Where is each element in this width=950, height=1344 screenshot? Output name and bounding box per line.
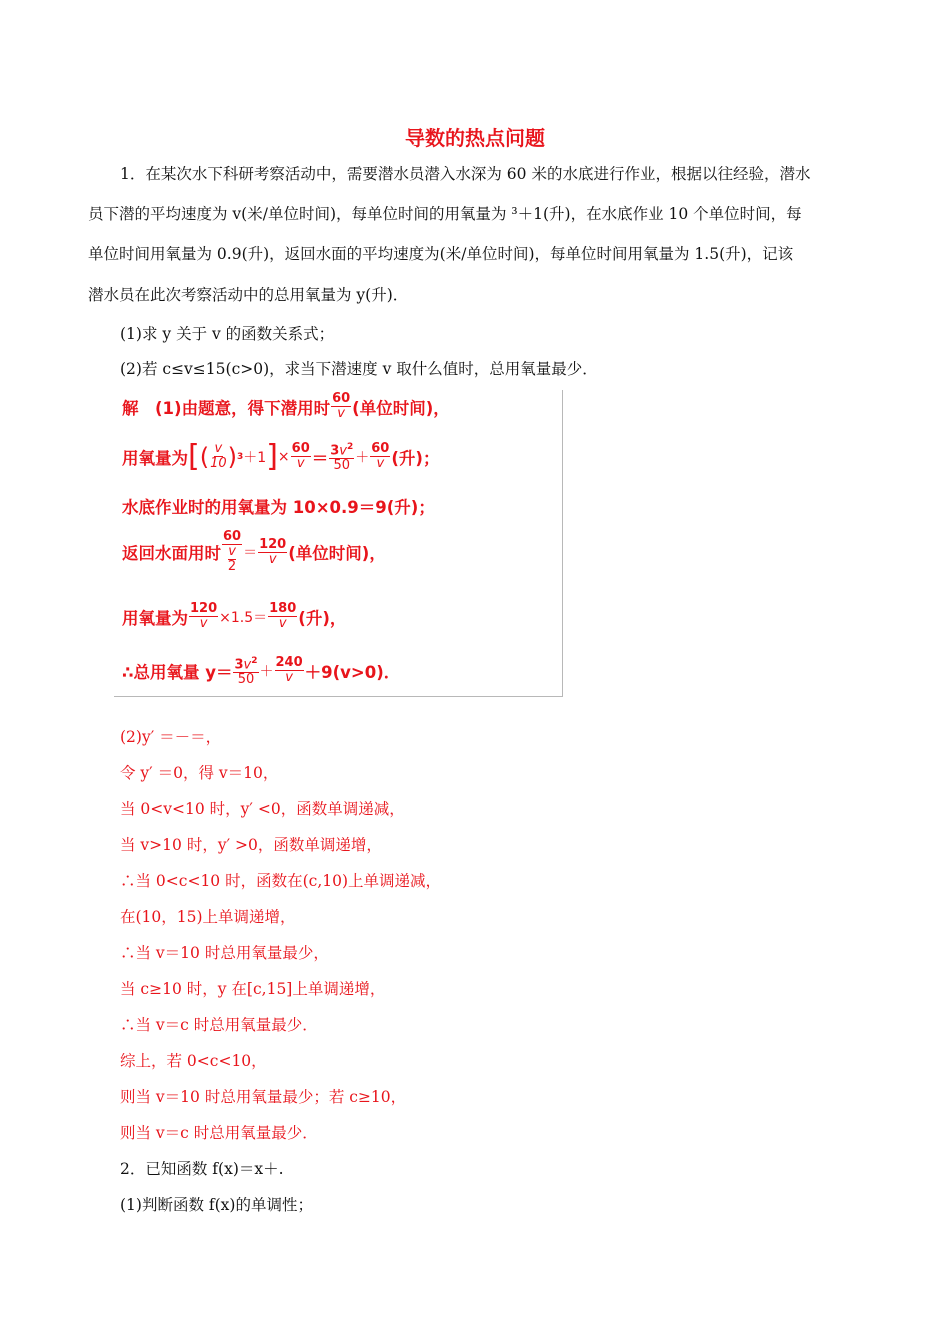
problem1-line-1: 1．在某次水下科研考察活动中，需要潜水员潜入水深为 60 米的水底进行作业，根据以往经验，潜水: [120, 165, 811, 183]
solution2-line-8: 当 c≥10 时，y 在[c,15]上单调递增，: [120, 980, 386, 998]
solution2-line-7: ∴当 v＝10 时总用氧量最少，: [120, 944, 329, 962]
solution2-line-10: 综上，若 0<c<10，: [120, 1052, 267, 1070]
problem1-question-1: (1)求 y 关于 v 的函数关系式；: [120, 325, 335, 343]
solution2-line-12: 则当 v＝c 时总用氧量最少．: [120, 1124, 318, 1142]
solution-line-5: 用氧量为 $\frac{120}{v}$ ×1.5＝ $\frac{180}{v}$ (升)，: [122, 601, 347, 631]
solution-line-2: 用氧量为 [ ( $\frac{v}{10}$ ) 3 ＋1 ] × $\frac{60}{v}$ ＝ $\frac{3v^2}{50}$ ＋ $\frac{60}{v}$ (升)；: [122, 438, 440, 474]
solution2-line-5: ∴当 0<c<10 时，函数在(c,10)上单调递减，: [120, 872, 442, 890]
solution2-line-3: 当 0<v<10 时，y′ <0，函数单调递减，: [120, 800, 405, 818]
problem1-line-4: 潜水员在此次考察活动中的总用氧量为 y(升)．: [88, 286, 409, 304]
page-title: 导数的热点问题: [405, 126, 545, 150]
fraction-240-over-v: $\frac{240}{v}$: [275, 655, 303, 686]
solution-line-1: 解 (1)由题意，得下潜用时 $\frac{60}{v}$ (单位时间)，: [122, 391, 450, 421]
solution-line-4: 返回水面用时 60 v 2 ＝ $\frac{120}{v}$ (单位时间)，: [122, 529, 386, 574]
fraction-60-over-v: $\frac{60}{v}$: [332, 391, 351, 421]
solution2-line-2: 令 y′ ＝0，得 v＝10，: [120, 764, 279, 782]
fraction-v-over-10: $\frac{v}{10}$: [210, 441, 227, 472]
problem1-line-3: 单位时间用氧量为 0.9(升)，返回水面的平均速度为(米/单位时间)，每单位时间用氧量为 1.5(升)，记该: [88, 245, 794, 263]
fraction-120-over-v: $\frac{120}{v}$: [259, 536, 287, 567]
solution-part1-box: [114, 390, 563, 697]
fraction-60-over-v-3: $\frac{60}{v}$: [371, 441, 390, 472]
fraction-120-over-v-2: $\frac{120}{v}$: [190, 601, 218, 631]
problem2-stem: 2．已知函数 f(x)＝x＋.: [120, 1160, 284, 1178]
problem1-line-2: 员下潜的平均速度为 v(米/单位时间)，每单位时间的用氧量为 ³＋1(升)，在水底作业 10 个单位时间，每: [88, 205, 802, 223]
fraction-180-over-v: $\frac{180}{v}$: [269, 601, 297, 631]
solution2-line-1: (2)y′ ＝－＝，: [120, 728, 222, 746]
problem2-question-1: (1)判断函数 f(x)的单调性；: [120, 1196, 313, 1214]
fraction-3v2-over-50: $\frac{3v^2}{50}$: [330, 442, 354, 474]
solution-line-6: ∴总用氧量 y＝ $\frac{3v^2}{50}$ ＋ $\frac{240}{v}$ ＋9(v>0)．: [122, 655, 401, 688]
solution2-line-4: 当 v>10 时，y′ >0，函数单调递增，: [120, 836, 382, 854]
fraction-60-over-v-half: 60 v 2: [223, 529, 242, 574]
fraction-60-over-v-2: $\frac{60}{v}$: [291, 441, 310, 472]
solution-line-3: 水底作业时的用氧量为 10×0.9＝9(升)；: [122, 498, 435, 517]
solution2-line-6: 在(10，15)上单调递增，: [120, 908, 296, 926]
solution2-line-9: ∴当 v＝c 时总用氧量最少．: [120, 1016, 318, 1034]
solution2-line-11: 则当 v＝10 时总用氧量最少；若 c≥10，: [120, 1088, 407, 1106]
fraction-3v2-over-50-2: $\frac{3v^2}{50}$: [234, 656, 258, 688]
problem1-question-2: (2)若 c≤v≤15(c>0)，求当下潜速度 v 取什么值时，总用氧量最少．: [120, 360, 598, 378]
